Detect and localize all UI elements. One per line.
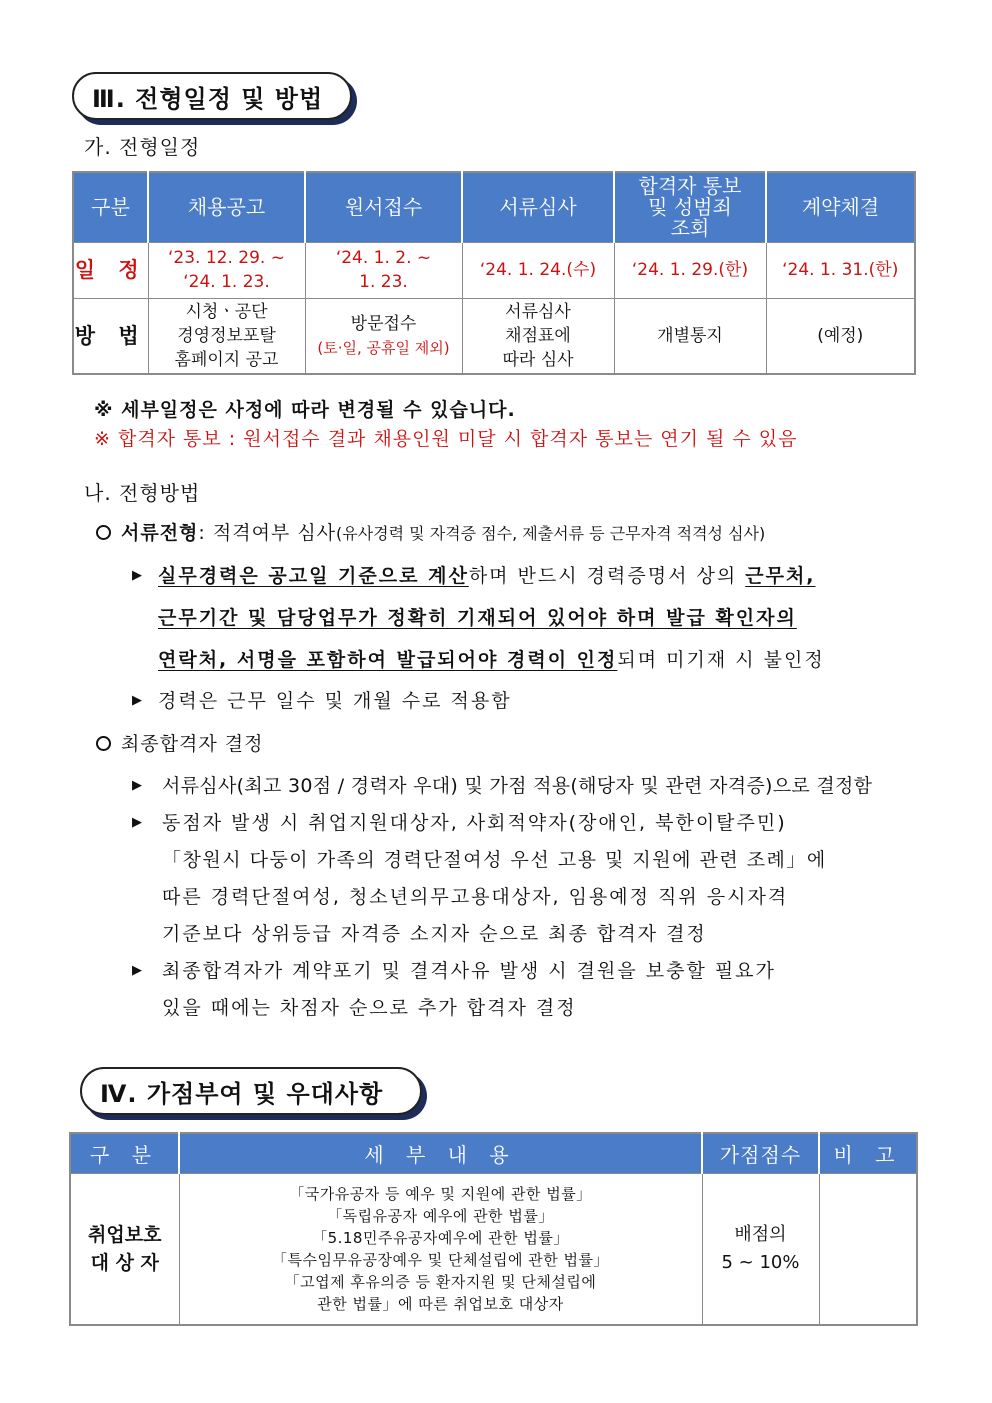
doc-bullet-1-line-3: 연락처, 서명을 포함하여 발급되어야 경력이 인정되며 미기재 시 불인정 [158,649,825,671]
header-category: 구 분 [70,1133,179,1173]
bonus-table [69,1132,918,1326]
header-posting: 채용공고 [148,172,305,242]
row-label-dates: 일 정 [73,242,148,298]
schedule-date-row [73,242,915,298]
doc-screening-colon: : 적격여부 심사 [198,522,337,544]
method-application [305,298,462,374]
date-application: ‘24. 1. 2. ~ 1. 23. [305,242,462,298]
final-bullet-2-line-3: 따른 경력단절여성, 청소년의무고용대상자, 임용예정 직위 응시자격 [162,886,789,908]
doc-screening-detail: (유사경력 및 자격증 점수, 제출서류 등 근무자격 적격성 심사) [336,524,766,543]
subheading-schedule: 가. 전형일정 [84,135,201,159]
date-posting: ‘23. 12. 29. ~ ‘24. 1. 23. [148,242,305,298]
method-contract: (예정) [766,298,915,374]
bonus-remarks [819,1173,917,1325]
triangle-bullet-icon: ▶ [132,815,142,830]
final-bullet-3-line-1: 최종합격자가 계약포기 및 결격사유 발생 시 결원을 보충할 필요가 [162,960,776,982]
final-bullet-3-line-2: 있을 때에는 차점자 순으로 추가 합격자 결정 [162,997,577,1019]
final-bullet-2-line-1: 동점자 발생 시 취업지원대상자, 사회적약자(장애인, 북한이탈주민) [162,812,787,834]
method-application-note: (토·일, 공휴일 제외) [317,338,450,357]
section-4-title: Ⅳ. 가점부여 및 우대사항 [80,1067,422,1115]
method-notification: 개별통지 [614,298,766,374]
subheading-method: 나. 전형방법 [84,481,201,505]
circle-bullet-icon [96,736,111,751]
header-document-review: 서류심사 [462,172,614,242]
note-notification-delay: ※ 합격자 통보 : 원서접수 결과 채용인원 미달 시 합격자 통보는 연기 될 수 있음 [94,428,798,450]
bonus-row [70,1173,917,1325]
row-label-method: 방 법 [73,298,148,374]
doc-screening-item [96,518,765,545]
final-selection-label: 최종합격자 결정 [121,733,264,755]
date-contract: ‘24. 1. 31.(한) [766,242,915,298]
header-application: 원서접수 [305,172,462,242]
schedule-table [72,171,916,375]
triangle-bullet-icon: ▶ [132,568,142,583]
doc-screening-label: 서류전형 [121,522,199,544]
bonus-category: 취업보호 대 상 자 [70,1173,179,1325]
triangle-bullet-icon: ▶ [132,693,142,708]
header-points: 가점점수 [702,1133,819,1173]
schedule-header-row [73,172,915,242]
header-contract: 계약체결 [766,172,915,242]
date-document-review: ‘24. 1. 24.(수) [462,242,614,298]
header-remarks: 비 고 [819,1133,917,1173]
bonus-points: 배점의 5 ~ 10% [702,1173,819,1325]
method-posting: 시청ㆍ공단 경영정보포탈 홈페이지 공고 [148,298,305,374]
bonus-details: 「국가유공자 등 예우 및 지원에 관한 법률」 「독립유공자 예우에 관한 법률」 「5.18민주유공자예우에 관한 법률」 「특수임무유공장예우 및 단체설립에 관한 법률」 「고엽제 후유의증 등 환자지원 및 단체설립에 관한 법률」에 따른 취업보호 대상자 [179,1173,702,1325]
note-schedule-change: ※ 세부일정은 사정에 따라 변경될 수 있습니다. [94,399,516,421]
doc-bullet-1-line-2: 근무기간 및 담당업무가 정확히 기재되어 있어야 하며 발급 확인자의 [158,607,797,629]
final-bullet-2-line-2: 「창원시 다둥이 가족의 경력단절여성 우선 고용 및 지원에 관련 조례」에 [162,849,827,871]
doc-bullet-1-line-1: 실무경력은 공고일 기준으로 계산하며 반드시 경력증명서 상의 근무처, [158,565,816,587]
triangle-bullet-icon: ▶ [132,963,142,978]
date-notification: ‘24. 1. 29.(한) [614,242,766,298]
header-details: 세 부 내 용 [179,1133,702,1173]
bonus-header-row [70,1133,917,1173]
header-category: 구분 [73,172,148,242]
triangle-bullet-icon: ▶ [132,778,142,793]
final-bullet-1: 서류심사(최고 30점 / 경력자 우대) 및 가점 적용(해당자 및 관련 자격증)으로 결정함 [162,775,873,797]
final-selection-item [96,729,264,756]
schedule-method-row [73,298,915,374]
circle-bullet-icon [96,525,111,540]
method-document-review: 서류심사 채점표에 따라 심사 [462,298,614,374]
section-3-title: Ⅲ. 전형일정 및 방법 [72,72,352,120]
doc-bullet-2: 경력은 근무 일수 및 개월 수로 적용함 [158,690,512,712]
final-bullet-2-line-4: 기준보다 상위등급 자격증 소지자 순으로 최종 합격자 결정 [162,923,707,945]
header-notification: 합격자 통보 및 성범죄 조회 [614,172,766,242]
method-application-main: 방문접수 [350,313,417,334]
